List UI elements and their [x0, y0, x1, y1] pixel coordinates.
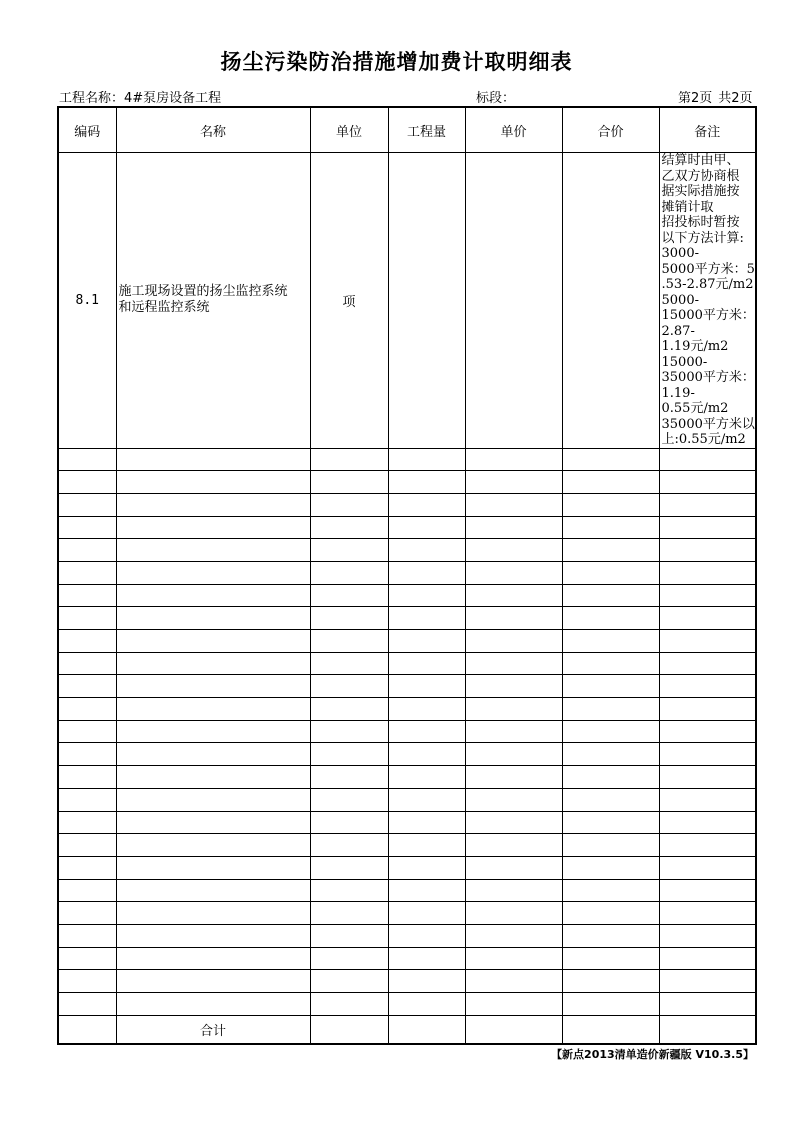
empty-cell — [388, 720, 465, 743]
note-line: 5000- — [661, 292, 699, 308]
empty-cell — [562, 766, 659, 789]
empty-cell — [116, 720, 310, 743]
empty-cell — [116, 539, 310, 562]
empty-cell — [116, 743, 310, 766]
empty-cell — [562, 856, 659, 879]
empty-cell — [659, 788, 756, 811]
empty-cell — [659, 947, 756, 970]
empty-cell — [116, 766, 310, 789]
empty-cell — [58, 675, 116, 698]
empty-cell — [310, 788, 388, 811]
empty-cell — [388, 493, 465, 516]
empty-cell — [388, 856, 465, 879]
empty-cell — [465, 698, 562, 721]
header-unit-price: 单价 — [465, 107, 562, 153]
page-total: 共2页 — [718, 91, 753, 106]
empty-cell — [58, 539, 116, 562]
empty-cell — [465, 471, 562, 494]
empty-row — [58, 448, 756, 471]
note-line: 35000平方米以 — [661, 416, 755, 432]
empty-cell — [58, 720, 116, 743]
empty-cell — [58, 947, 116, 970]
empty-cell — [388, 630, 465, 653]
empty-cell — [659, 652, 756, 675]
empty-row — [58, 856, 756, 879]
empty-cell — [310, 516, 388, 539]
empty-cell — [388, 788, 465, 811]
empty-cell — [465, 766, 562, 789]
empty-cell — [310, 766, 388, 789]
empty-cell — [659, 561, 756, 584]
cell-code: 8.1 — [58, 153, 116, 449]
empty-cell — [465, 743, 562, 766]
empty-cell — [659, 856, 756, 879]
empty-row — [58, 924, 756, 947]
empty-cell — [659, 970, 756, 993]
empty-cell — [659, 879, 756, 902]
note-line: 5000平方米：5 — [661, 261, 755, 277]
empty-cell — [58, 561, 116, 584]
empty-cell — [58, 493, 116, 516]
empty-cell — [58, 879, 116, 902]
empty-cell — [58, 584, 116, 607]
empty-cell — [659, 902, 756, 925]
empty-row — [58, 584, 756, 607]
empty-row — [58, 993, 756, 1016]
empty-row — [58, 902, 756, 925]
empty-cell — [58, 448, 116, 471]
empty-cell — [562, 448, 659, 471]
empty-cell — [388, 834, 465, 857]
empty-cell — [388, 902, 465, 925]
empty-cell — [562, 811, 659, 834]
empty-cell — [388, 698, 465, 721]
empty-cell — [562, 924, 659, 947]
empty-cell — [465, 993, 562, 1016]
empty-cell — [116, 970, 310, 993]
empty-cell — [388, 970, 465, 993]
empty-cell — [562, 607, 659, 630]
empty-row — [58, 788, 756, 811]
empty-cell — [58, 698, 116, 721]
note-line: 摊销计取 — [661, 199, 714, 215]
empty-row — [58, 675, 756, 698]
empty-cell — [310, 448, 388, 471]
total-cell — [388, 1015, 465, 1044]
empty-cell — [388, 811, 465, 834]
empty-row — [58, 607, 756, 630]
empty-cell — [310, 471, 388, 494]
cell-note — [659, 153, 756, 449]
cell-name — [116, 153, 310, 449]
note-line: 乙双方协商根 — [661, 168, 740, 184]
empty-cell — [388, 471, 465, 494]
empty-cell — [116, 879, 310, 902]
empty-cell — [562, 902, 659, 925]
empty-cell — [562, 970, 659, 993]
empty-cell — [310, 675, 388, 698]
empty-cell — [465, 448, 562, 471]
empty-row — [58, 471, 756, 494]
empty-cell — [465, 516, 562, 539]
empty-cell — [465, 630, 562, 653]
note-line: 15000- — [661, 354, 708, 370]
total-cell — [659, 1015, 756, 1044]
empty-cell — [388, 879, 465, 902]
empty-cell — [116, 630, 310, 653]
empty-cell — [562, 993, 659, 1016]
empty-row — [58, 811, 756, 834]
empty-cell — [562, 584, 659, 607]
table-row — [58, 153, 756, 449]
empty-cell — [659, 584, 756, 607]
empty-row — [58, 698, 756, 721]
empty-cell — [116, 493, 310, 516]
empty-cell — [659, 834, 756, 857]
empty-cell — [659, 471, 756, 494]
detail-table — [57, 106, 757, 1045]
empty-row — [58, 970, 756, 993]
empty-cell — [465, 924, 562, 947]
empty-cell — [116, 947, 310, 970]
empty-row — [58, 879, 756, 902]
empty-cell — [562, 879, 659, 902]
empty-cell — [562, 561, 659, 584]
empty-cell — [58, 788, 116, 811]
empty-cell — [562, 652, 659, 675]
empty-cell — [58, 993, 116, 1016]
empty-cell — [310, 970, 388, 993]
note-line: 3000- — [661, 246, 699, 261]
note-line: 以下方法计算: — [661, 230, 744, 246]
empty-cell — [116, 993, 310, 1016]
empty-cell — [116, 856, 310, 879]
empty-cell — [388, 607, 465, 630]
empty-cell — [388, 924, 465, 947]
empty-cell — [116, 471, 310, 494]
empty-cell — [310, 856, 388, 879]
empty-cell — [58, 607, 116, 630]
project-name: 工程名称：4#泵房设备工程 — [59, 91, 222, 106]
empty-cell — [388, 993, 465, 1016]
empty-cell — [58, 630, 116, 653]
empty-row — [58, 766, 756, 789]
empty-cell — [116, 902, 310, 925]
empty-row — [58, 743, 756, 766]
empty-cell — [465, 561, 562, 584]
note-line: 1.19元/m2 — [661, 339, 729, 354]
empty-cell — [116, 675, 310, 698]
empty-cell — [310, 743, 388, 766]
note-line: 15000平方米： — [661, 308, 755, 323]
total-cell — [58, 1015, 116, 1044]
empty-row — [58, 652, 756, 675]
empty-cell — [310, 879, 388, 902]
empty-row — [58, 630, 756, 653]
empty-cell — [659, 993, 756, 1016]
empty-cell — [465, 856, 562, 879]
empty-cell — [58, 766, 116, 789]
empty-cell — [562, 743, 659, 766]
empty-cell — [465, 539, 562, 562]
empty-cell — [388, 652, 465, 675]
empty-cell — [116, 516, 310, 539]
empty-cell — [310, 947, 388, 970]
empty-cell — [310, 607, 388, 630]
empty-cell — [562, 630, 659, 653]
empty-cell — [58, 516, 116, 539]
empty-cell — [659, 516, 756, 539]
total-cell — [465, 1015, 562, 1044]
empty-cell — [659, 766, 756, 789]
empty-cell — [388, 516, 465, 539]
note-line: 0.55元/m2 — [661, 401, 729, 416]
note-line: 结算时由甲、 — [661, 153, 740, 168]
cell-unit-price — [465, 153, 562, 449]
empty-cell — [562, 539, 659, 562]
empty-cell — [116, 561, 310, 584]
empty-cell — [465, 652, 562, 675]
empty-cell — [562, 493, 659, 516]
note-line: 2.87- — [661, 323, 695, 339]
empty-cell — [388, 743, 465, 766]
cell-unit: 项 — [310, 153, 388, 449]
header-total-price: 合价 — [562, 107, 659, 153]
empty-cell — [465, 788, 562, 811]
empty-cell — [388, 448, 465, 471]
empty-cell — [310, 561, 388, 584]
empty-cell — [58, 811, 116, 834]
empty-cell — [465, 902, 562, 925]
note-line: .53-2.87元/m2 — [661, 277, 754, 292]
empty-cell — [659, 811, 756, 834]
empty-cell — [659, 698, 756, 721]
empty-cell — [465, 720, 562, 743]
empty-cell — [659, 720, 756, 743]
name-line: 和远程监控系统 — [118, 300, 210, 316]
empty-row — [58, 947, 756, 970]
empty-cell — [562, 516, 659, 539]
empty-cell — [659, 448, 756, 471]
empty-row — [58, 834, 756, 857]
page-title: 扬尘污染防治措施增加费计取明细表 — [220, 50, 573, 74]
empty-cell — [310, 720, 388, 743]
section-label: 标段： — [476, 91, 516, 106]
header-quantity: 工程量 — [388, 107, 465, 153]
name-line: 施工现场设置的扬尘监控系统 — [118, 284, 288, 300]
total-row — [58, 1015, 756, 1044]
header-unit: 单位 — [310, 107, 388, 153]
empty-cell — [465, 879, 562, 902]
empty-cell — [310, 539, 388, 562]
cell-quantity — [388, 153, 465, 449]
empty-cell — [388, 584, 465, 607]
empty-cell — [659, 743, 756, 766]
empty-cell — [562, 471, 659, 494]
empty-cell — [58, 902, 116, 925]
empty-cell — [116, 448, 310, 471]
empty-cell — [465, 493, 562, 516]
page-current: 第2页 — [678, 91, 713, 106]
header-row — [58, 107, 756, 153]
empty-cell — [116, 788, 310, 811]
empty-cell — [465, 970, 562, 993]
empty-row — [58, 493, 756, 516]
empty-cell — [465, 811, 562, 834]
empty-cell — [388, 766, 465, 789]
empty-cell — [562, 788, 659, 811]
empty-cell — [310, 993, 388, 1016]
empty-cell — [465, 834, 562, 857]
empty-cell — [310, 630, 388, 653]
empty-cell — [310, 493, 388, 516]
total-label: 合计 — [116, 1015, 310, 1044]
empty-cell — [562, 720, 659, 743]
empty-cell — [58, 834, 116, 857]
empty-cell — [562, 834, 659, 857]
empty-cell — [465, 675, 562, 698]
empty-cell — [310, 584, 388, 607]
empty-cell — [465, 607, 562, 630]
total-cell — [310, 1015, 388, 1044]
empty-cell — [58, 743, 116, 766]
empty-cell — [562, 698, 659, 721]
note-line: 招投标时暂按 — [661, 215, 740, 230]
empty-cell — [388, 675, 465, 698]
empty-cell — [465, 947, 562, 970]
empty-cell — [659, 675, 756, 698]
empty-row — [58, 516, 756, 539]
header-code: 编码 — [58, 107, 116, 153]
empty-cell — [659, 924, 756, 947]
empty-cell — [116, 584, 310, 607]
empty-cell — [659, 607, 756, 630]
software-version: 【新点2013清单造价新疆版 V10.3.5】 — [551, 1048, 754, 1061]
empty-cell — [116, 811, 310, 834]
empty-cell — [465, 584, 562, 607]
cell-total-price — [562, 153, 659, 449]
empty-cell — [388, 539, 465, 562]
empty-cell — [659, 630, 756, 653]
page-number — [678, 87, 753, 106]
empty-cell — [310, 652, 388, 675]
empty-cell — [116, 924, 310, 947]
header-name: 名称 — [116, 107, 310, 153]
empty-cell — [116, 607, 310, 630]
empty-row — [58, 561, 756, 584]
note-line: 据实际措施按 — [661, 184, 740, 199]
empty-cell — [310, 811, 388, 834]
note-line: 35000平方米： — [661, 370, 755, 385]
empty-cell — [388, 561, 465, 584]
empty-row — [58, 539, 756, 562]
empty-cell — [310, 834, 388, 857]
note-line: 1.19- — [661, 385, 695, 401]
empty-cell — [310, 924, 388, 947]
empty-cell — [310, 698, 388, 721]
empty-cell — [116, 834, 310, 857]
empty-cell — [58, 924, 116, 947]
empty-cell — [310, 902, 388, 925]
empty-cell — [388, 947, 465, 970]
empty-cell — [659, 539, 756, 562]
empty-cell — [116, 652, 310, 675]
note-line: 上:0.55元/m2 — [661, 432, 746, 447]
empty-cell — [58, 471, 116, 494]
header-note: 备注 — [659, 107, 756, 153]
total-cell — [562, 1015, 659, 1044]
empty-cell — [659, 493, 756, 516]
empty-cell — [58, 652, 116, 675]
empty-cell — [58, 856, 116, 879]
empty-cell — [58, 970, 116, 993]
empty-cell — [116, 698, 310, 721]
empty-cell — [562, 947, 659, 970]
empty-row — [58, 720, 756, 743]
empty-cell — [562, 675, 659, 698]
